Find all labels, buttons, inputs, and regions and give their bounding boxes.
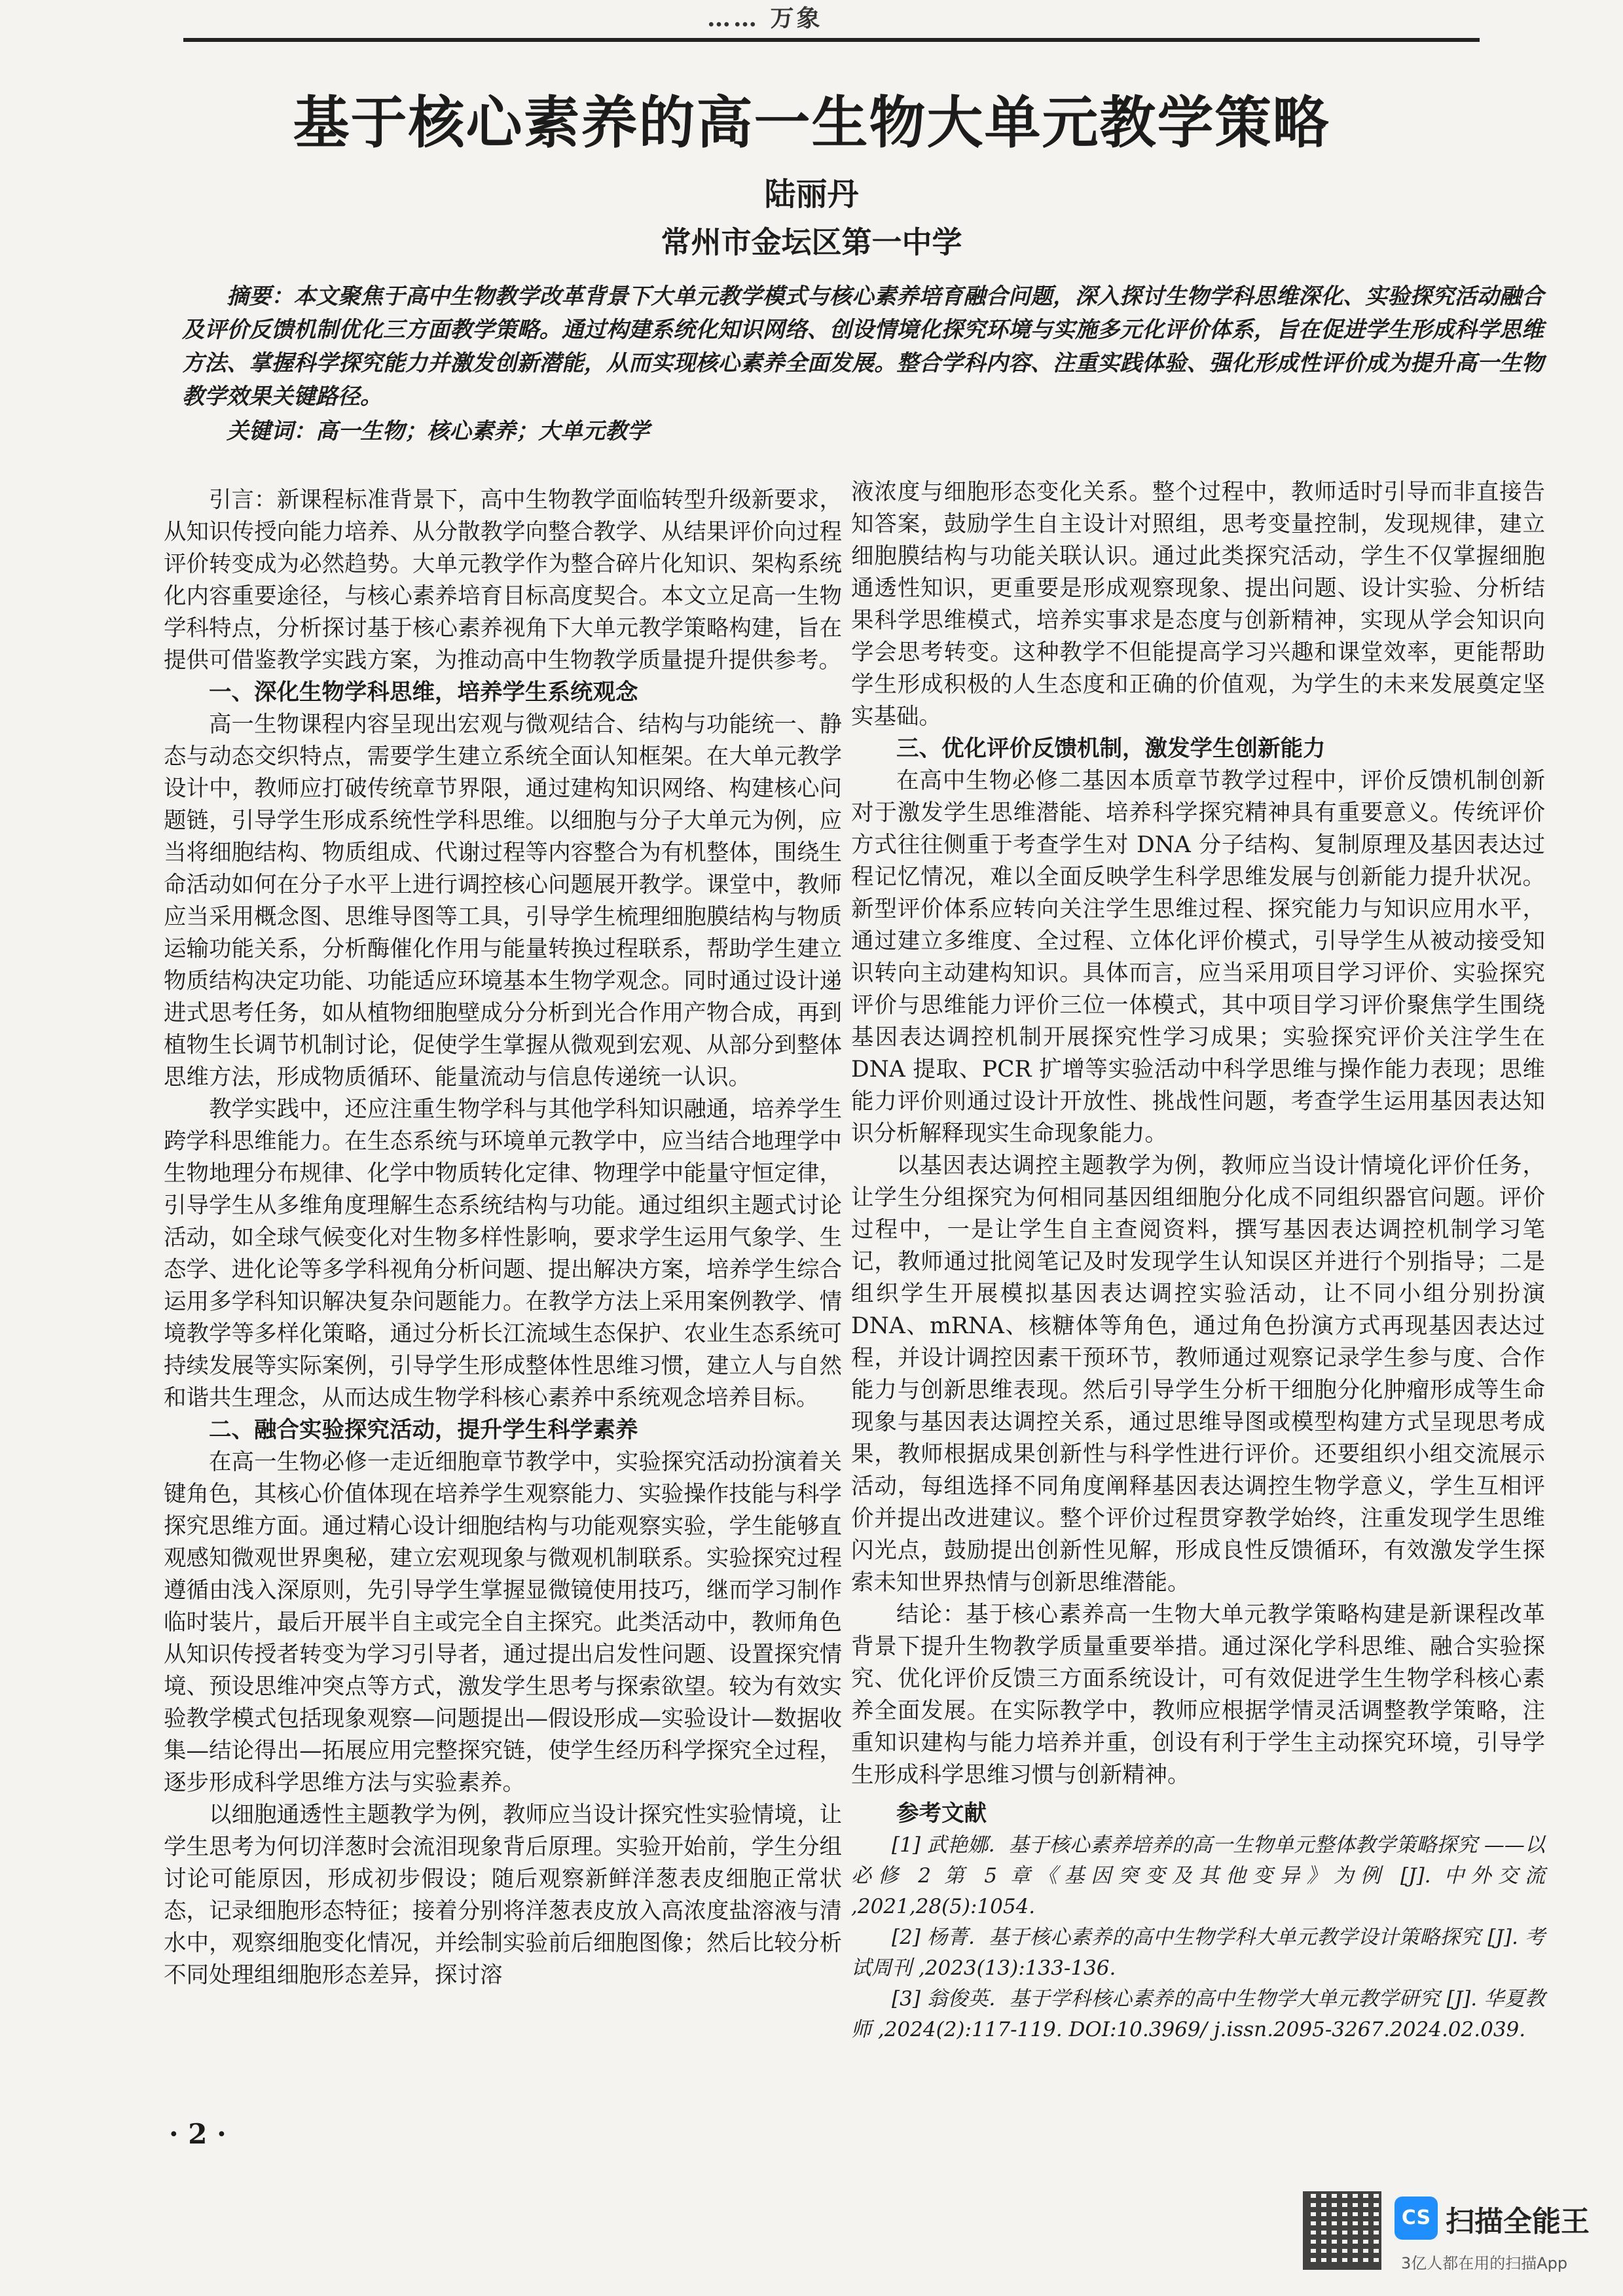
reference-item: [3] 翁俊英．基于学科核心素养的高中生物学大单元教学研究 [J]. 华夏教师 ,2024(2):117-119. DOI:10.3969/ j.issn.2095-3267.2024.02.039. bbox=[851, 1987, 1545, 2041]
conclusion-paragraph: 结论：基于核心素养高一生物大单元教学策略构建是新课程改革背景下提升生物教学质量重要举措。通过深化学科思维、融合实验探究、优化评价反馈三方面系统设计，可有效促进学生生物学科核心素养全面发展。在实际教学中，教师应根据学情灵活调整教学策略，注重知识建构与能力培养并重，创设有利于学生主动探究环境，引导学生形成科学思维习惯与创新精神。 bbox=[851, 1602, 1545, 1788]
paragraph: 以基因表达调控主题教学为例，教师应当设计情境化评价任务，让学生分组探究为何相同基因组细胞分化成不同组织器官问题。评价过程中，一是让学生自主查阅资料，撰写基因表达调控机制学习笔记，教师通过批阅笔记及时发现学生认知误区并进行个别指导；二是组织学生开展模拟基因表达调控实验活动，让不同小组分别扮演 DNA、mRNA、核糖体等角色，通过角色扮演方式再现基因表达过程，并设计调控因素干预环节，教师通过观察记录学生参与度、合作能力与创新思维表现。然后引导学生分析干细胞分化肿瘤形成等生命现象与基因表达调控关系，通过思维导图或模型构建方式呈现思考成果，教师根据成果创新性与科学性进行评价。还要组织小组交流展示活动，每组选择不同角度阐释基因表达调控生物学意义，学生互相评价并提出改进建议。整个评价过程贯穿教学始终，注重发现学生思维闪光点，鼓励提出创新性见解，形成良性反馈循环，有效激发学生探索未知世界热情与创新思维潜能。 bbox=[851, 1153, 1545, 1596]
left-column bbox=[164, 484, 842, 1992]
section-heading-2: 二、融合实验探究活动，提升学生科学素养 bbox=[209, 1417, 638, 1443]
camscanner-logo-icon: CS bbox=[1395, 2197, 1438, 2240]
keywords-text: 高一生物；核心素养；大单元教学 bbox=[316, 418, 649, 444]
page-number: · 2 · bbox=[169, 2118, 227, 2150]
journal-header-mark: …… 万象 bbox=[707, 5, 823, 32]
scanner-brand: 扫描全能王 bbox=[1446, 2205, 1590, 2238]
article-author: 陆丽丹 bbox=[764, 176, 859, 213]
scanner-tagline: 3亿人都在用的扫描App bbox=[1401, 2254, 1568, 2272]
keywords bbox=[182, 415, 1544, 448]
reference-item: [1] 武艳娜．基于核心素养培养的高一生物单元整体教学策略探究 ——以必修 2 第 5 章《基因突变及其他变异》为例 [J]. 中外交流 ,2021,28(5):1054. bbox=[851, 1833, 1545, 1918]
paragraph: 在高一生物必修一走近细胞章节教学中，实验探究活动扮演着关键角色，其核心价值体现在培养学生观察能力、实验操作技能与科学探究思维方面。通过精心设计细胞结构与功能观察实验，学生能够直观感知微观世界奥秘，建立宏观现象与微观机制联系。实验探究过程遵循由浅入深原则，先引导学生掌握显微镜使用技巧，继而学习制作临时装片，最后开展半自主或完全自主探究。此类活动中，教师角色从知识传授者转变为学习引导者，通过提出启发性问题、设置探究情境、预设思维冲突点等方式，激发学生思考与探索欲望。较为有效实验教学模式包括现象观察—问题提出—假设形成—实验设计—数据收集—结论得出—拓展应用完整探究链，使学生经历科学探究全过程，逐步形成科学思维方法与实验素养。 bbox=[164, 1449, 842, 1796]
reference-item: [2] 杨菁．基于核心素养的高中生物学科大单元教学设计策略探究 [J]. 考试周刊 ,2023(13):133-136. bbox=[851, 1926, 1545, 1980]
paragraph: 教学实践中，还应注重生物学科与其他学科知识融通，培养学生跨学科思维能力。在生态系统与环境单元教学中，应当结合地理学中生物地理分布规律、化学中物质转化定律、物理学中能量守恒定律，引导学生从多维角度理解生态系统结构与功能。通过组织主题式讨论活动，如全球气候变化对生物多样性影响，要求学生运用气象学、生态学、进化论等多学科视角分析问题、提出解决方案，培养学生综合运用多学科知识解决复杂问题能力。在教学方法上采用案例教学、情境教学等多样化策略，通过分析长江流域生态保护、农业生态系统可持续发展等实际案例，引导学生形成整体性思维习惯，建立人与自然和谐共生理念，从而达成生物学科核心素养中系统观念培养目标。 bbox=[164, 1096, 842, 1411]
abstract-text: 本文聚焦于高中生物教学改革背景下大单元教学模式与核心素养培育融合问题，深入探讨生物学科思维深化、实验探究活动融合及评价反馈机制优化三方面教学策略。通过构建系统化知识网络、创设情境化探究环境与实施多元化评价体系，旨在促进学生形成科学思维方法、掌握科学探究能力并激发创新潜能，从而实现核心素养全面发展。整合学科内容、注重实践体验、强化形成性评价成为提升高一生物教学效果关键路径。 bbox=[182, 283, 1544, 410]
scanner-watermark bbox=[1303, 2191, 1604, 2276]
paragraph: 高一生物课程内容呈现出宏观与微观结合、结构与功能统一、静态与动态交织特点，需要学生建立系统全面认知框架。在大单元教学设计中，教师应打破传统章节界限，通过建构知识网络、构建核心问题链，引导学生形成系统性学科思维。以细胞与分子大单元为例，应当将细胞结构、物质组成、代谢过程等内容整合为有机整体，围绕生命活动如何在分子水平上进行调控核心问题展开教学。课堂中，教师应当采用概念图、思维导图等工具，引导学生梳理细胞膜结构与物质运输功能关系，分析酶催化作用与能量转换过程联系，帮助学生建立物质结构决定功能、功能适应环境基本生物学观念。同时通过设计递进式思考任务，如从植物细胞壁成分分析到光合作用产物合成，再到植物生长调节机制讨论，促使学生掌握从微观到宏观、从部分到整体思维方法，形成物质循环、能量流动与信息传递统一认识。 bbox=[164, 711, 842, 1090]
abstract-label: 摘要： bbox=[227, 283, 294, 310]
paragraph: 以细胞通透性主题教学为例，教师应当设计探究性实验情境，让学生思考为何切洋葱时会流泪现象背后原理。实验开始前，学生分组讨论可能原因，形成初步假设；随后观察新鲜洋葱表皮细胞正常状态，记录细胞形态特征；接着分别将洋葱表皮放入高浓度盐溶液与清水中，观察细胞变化情况，并绘制实验前后细胞图像；然后比较分析不同处理组细胞形态差异，探讨溶 bbox=[164, 1802, 842, 1988]
paragraph: 液浓度与细胞形态变化关系。整个过程中，教师适时引导而非直接告知答案，鼓励学生自主设计对照组，思考变量控制，发现规律，建立细胞膜结构与功能关联认识。通过此类探究活动，学生不仅掌握细胞通透性知识，更重要是形成观察现象、提出问题、设计实验、分析结果科学思维模式，培养实事求是态度与创新精神，实现从学会知识向学会思考转变。这种教学不但能提高学习兴趣和课堂效率，更能帮助学生形成积极的人生态度和正确的价值观，为学生的未来发展奠定坚实基础。 bbox=[851, 479, 1545, 730]
paragraph: 在高中生物必修二基因本质章节教学过程中，评价反馈机制创新对于激发学生思维潜能、培养科学探究精神具有重要意义。传统评价方式往往侧重于考查学生对 DNA 分子结构、复制原理及基因表达过程记忆情况，难以全面反映学生科学思维发展与创新能力提升状况。新型评价体系应转向关注学生思维过程、探究能力与知识应用水平，通过建立多维度、全过程、立体化评价模式，引导学生从被动接受知识转向主动建构知识。具体而言，应当采用项目学习评价、实验探究评价与思维能力评价三位一体模式，其中项目学习评价聚焦学生围绕基因表达调控机制开展探究性学习成果；实验探究评价关注学生在 DNA 提取、PCR 扩增等实验活动中科学思维与操作能力表现；思维能力评价则通过设计开放性、挑战性问题，考查学生运用基因表达知识分析解释现实生命现象能力。 bbox=[851, 768, 1545, 1147]
qr-code-icon bbox=[1303, 2191, 1381, 2270]
right-column bbox=[851, 476, 1545, 2045]
header-rule bbox=[183, 38, 1480, 42]
article-title: 基于核心素养的高一生物大单元教学策略 bbox=[293, 90, 1330, 156]
abstract bbox=[182, 280, 1544, 414]
keywords-label: 关键词： bbox=[227, 418, 316, 444]
section-heading-1: 一、深化生物学科思维，培养学生系统观念 bbox=[209, 679, 638, 706]
article-affiliation: 常州市金坛区第一中学 bbox=[661, 224, 962, 260]
references-heading: 参考文献 bbox=[896, 1801, 987, 1827]
intro-paragraph: 引言：新课程标准背景下，高中生物教学面临转型升级新要求，从知识传授向能力培养、从分散教学向整合教学、从结果评价向过程评价转变成为必然趋势。大单元教学作为整合碎片化知识、架构系统化内容重要途径，与核心素养培育目标高度契合。本文立足高一生物学科特点，分析探讨基于核心素养视角下大单元教学策略构建，旨在提供可借鉴教学实践方案，为推动高中生物教学质量提升提供参考。 bbox=[164, 487, 842, 673]
section-heading-3: 三、优化评价反馈机制，激发学生创新能力 bbox=[896, 736, 1326, 762]
